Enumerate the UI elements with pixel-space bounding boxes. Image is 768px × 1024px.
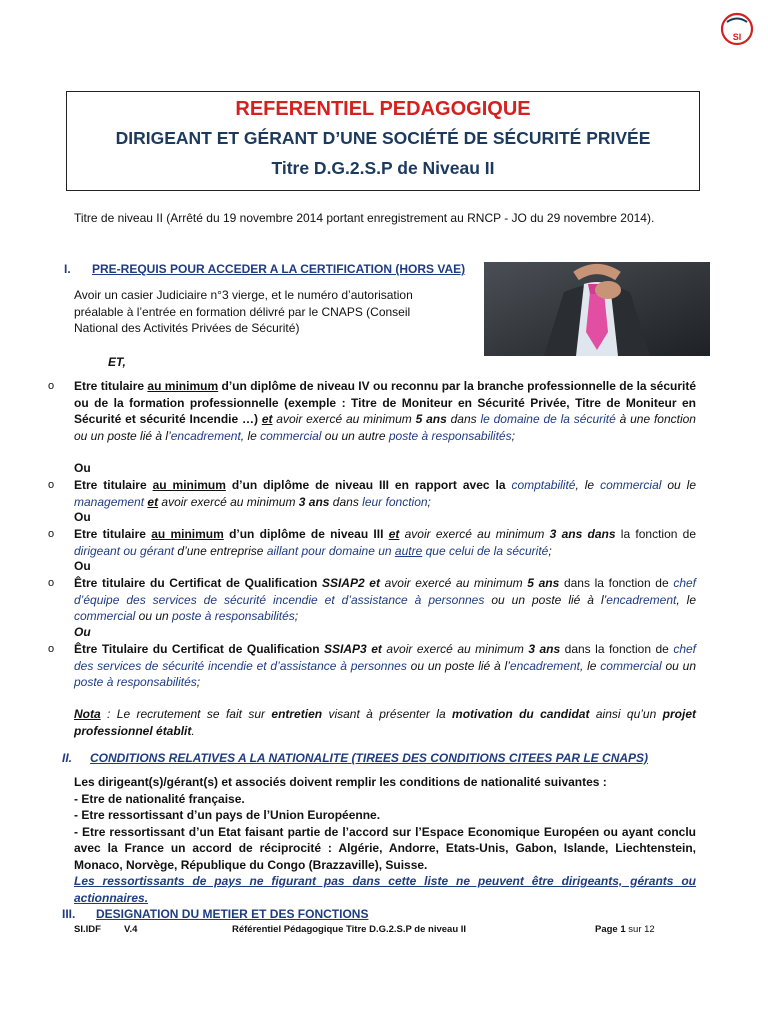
requirement-item-1: Etre titulaire au minimum d’un diplôme de niveau IV ou reconnu par la branche professionnelle de la sécurité ou de la formation professionnelle (exemple : Titre de Moniteur en Sécurité Privée, Titre de Moniteur en Sécurité et sécurité Incendie …) et avoir exercé au minimum 5 ans dans le domaine de la sécurité à une fonction ou un poste lié à l’encadrement, le commercial ou un autre poste à responsabilités; xyxy=(74,379,696,443)
section-3-number: III. xyxy=(62,907,76,921)
requirement-item-4: Être titulaire du Certificat de Qualification SSIAP2 et avoir exercé au minimum 5 ans dans la fonction de chef d’équipe des services de sécurité incendie et d’assistance à personnes ou un poste lié à l’encadrement, le commercial ou un poste à responsabilités; xyxy=(74,576,696,623)
ou-connector: Ou xyxy=(74,625,91,639)
nationality-condition-3: - Etre ressortissant d’un Etat faisant partie de l’accord sur l’Espace Economique Européen ou ayant conclu avec la France un accord de réciprocité : Algérie, Andorre, Etats-Unis, Gabon, Islande, Liechtenstein, Monaco, Norvège, République du Congo (Brazzaville), Suisse. xyxy=(74,824,696,872)
prerequisite-line-1: Avoir un casier Judiciaire n°3 vierge, et le numéro d’autorisation xyxy=(74,288,413,302)
document-subtitle: DIRIGEANT ET GÉRANT D’UNE SOCIÉTÉ DE SÉCURITÉ PRIVÉE xyxy=(115,128,651,148)
nota-paragraph: Nota : Le recrutement se fait sur entretien visant à présenter la motivation du candidat ainsi qu’un projet professionnel établit. xyxy=(74,707,696,738)
prerequisite-paragraph xyxy=(74,287,484,337)
business-man-photo xyxy=(484,262,710,356)
document-title: REFERENTIEL PEDAGOGIQUE xyxy=(235,98,531,120)
requirement-item-2: Etre titulaire au minimum d’un diplôme de niveau III en rapport avec la comptabilité, le commercial ou le management et avoir exercé au minimum 3 ans dans leur fonction; xyxy=(74,478,696,509)
section-1-number: I. xyxy=(64,262,71,276)
ou-connector: Ou xyxy=(74,461,91,475)
section-3-title: DESIGNATION DU METIER ET DES FONCTIONS xyxy=(96,907,369,921)
bullet-marker: o xyxy=(48,380,55,392)
footer-document-name: Référentiel Pédagogique Titre D.G.2.S.P de niveau II xyxy=(232,924,467,935)
nationality-conditions xyxy=(74,774,696,906)
prerequisite-line-3: National des Activités Privées de Sécurité) xyxy=(74,321,300,335)
nationality-condition-2: - Etre ressortissant d’un pays de l’Union Européenne. xyxy=(74,808,381,822)
section-1-heading xyxy=(64,262,484,276)
bullet-marker: o xyxy=(48,528,55,540)
nationality-exclusion-note: Les ressortissants de pays ne figurant pas dans cette liste ne peuvent être dirigeants, gérants ou actionnaires. xyxy=(74,874,696,905)
bullet-marker: o xyxy=(48,479,55,491)
footer-page: Page 1 xyxy=(595,924,626,935)
section-2-title: CONDITIONS RELATIVES A LA NATIONALITE (TIREES DES CONDITIONS CITEES PAR LE CNAPS) xyxy=(90,751,649,765)
company-logo xyxy=(718,12,756,48)
section-3-heading xyxy=(62,907,562,921)
requirement-item-3: Etre titulaire au minimum d’un diplôme de niveau III et avoir exercé au minimum 3 ans dans la fonction de dirigeant ou gérant d’une entreprise aillant pour domaine un autre que celui de la sécurité; xyxy=(74,527,697,558)
intro-paragraph: Titre de niveau II (Arrêté du 19 novembre 2014 portant enregistrement au RNCP - JO du 29 novembre 2014). xyxy=(74,211,655,225)
footer-org: SI.IDF xyxy=(74,924,101,935)
section-2-number: II. xyxy=(62,751,73,765)
section-1-title: PRE-REQUIS POUR ACCEDER A LA CERTIFICATION (HORS VAE) xyxy=(92,262,466,276)
prerequisite-line-2: préalable à l’entrée en formation délivré par le CNAPS (Conseil xyxy=(74,304,411,319)
document-title-level: Titre D.G.2.S.P de Niveau II xyxy=(271,158,495,178)
ou-connector: Ou xyxy=(74,510,91,524)
nationality-condition-1: - Etre de nationalité française. xyxy=(74,791,245,806)
title-box xyxy=(66,91,700,191)
footer-version: V.4 xyxy=(124,924,138,935)
footer-page-number xyxy=(595,924,655,935)
requirement-item-5: Être Titulaire du Certificat de Qualification SSIAP3 et avoir exercé au minimum 3 ans dans la fonction de chef des services de sécurité incendie et d’assistance à personnes ou un poste lié à l’encadrement, le commercial ou un poste à responsabilités; xyxy=(74,642,696,689)
section-2-heading xyxy=(62,751,722,765)
ou-connector: Ou xyxy=(74,559,91,573)
bullet-marker: o xyxy=(48,643,55,655)
footer-page-total: sur 12 xyxy=(628,924,655,935)
nationality-intro: Les dirigeant(s)/gérant(s) et associés doivent remplir les conditions de nationalité suivantes : xyxy=(74,775,607,789)
bullet-marker: o xyxy=(48,577,55,589)
et-connector: ET, xyxy=(108,355,126,369)
logo-text: SI xyxy=(732,32,742,42)
